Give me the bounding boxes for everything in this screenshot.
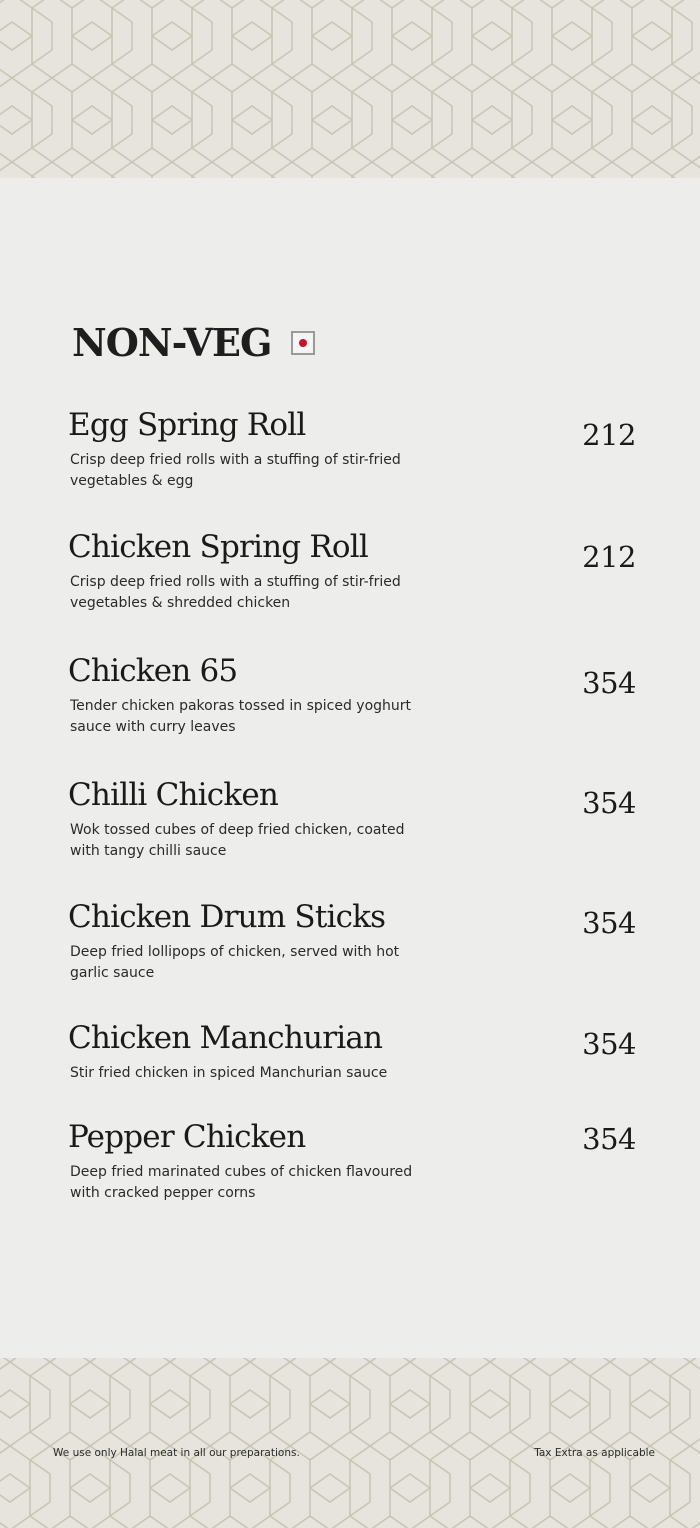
menu-item (68, 776, 648, 862)
halal-note: We use only Halal meat in all our preparations. (53, 1447, 300, 1459)
tax-note: Tax Extra as applicable (534, 1447, 655, 1459)
non-veg-dot-icon (291, 331, 315, 355)
menu-item-price: 354 (582, 1122, 636, 1156)
menu-item (68, 1118, 648, 1204)
lattice-pattern-bottom (0, 1358, 700, 1528)
menu-item-description: Deep fried lollipops of chicken, served with hot garlic sauce (70, 944, 400, 981)
menu-item-name: Chilli Chicken (68, 777, 279, 813)
menu-item-name: Egg Spring Roll (68, 407, 306, 443)
menu-item-price: 212 (582, 418, 636, 452)
lattice-pattern-top (0, 0, 700, 178)
menu-item-name: Chicken Spring Roll (68, 529, 369, 565)
menu-item-price: 354 (582, 906, 636, 940)
menu-item-name: Chicken 65 (68, 653, 238, 689)
menu-item-description: Deep fried marinated cubes of chicken flavoured with cracked pepper corns (70, 1164, 413, 1201)
menu-item-description: Tender chicken pakoras tossed in spiced yoghurt sauce with curry leaves (70, 698, 412, 735)
menu-item (68, 898, 648, 984)
menu-item (68, 652, 648, 738)
section-title-text: NON-VEG (72, 320, 272, 365)
menu-item-name: Chicken Drum Sticks (68, 899, 386, 935)
menu-item-price: 354 (582, 666, 636, 700)
menu-item (68, 406, 648, 492)
menu-item-description: Crisp deep fried rolls with a stuffing of stir-fried vegetables & shredded chicken (70, 574, 401, 611)
menu-item-description: Stir fried chicken in spiced Manchurian sauce (70, 1065, 388, 1081)
menu-item-price: 354 (582, 786, 636, 820)
menu-item-description: Crisp deep fried rolls with a stuffing of stir-fried vegetables & egg (70, 452, 401, 489)
menu-item-name: Pepper Chicken (68, 1119, 306, 1155)
top-decorative-pattern (0, 0, 700, 178)
menu-item (68, 1019, 648, 1084)
bottom-decorative-pattern (0, 1358, 700, 1528)
menu-item-name: Chicken Manchurian (68, 1020, 383, 1056)
section-title (72, 320, 315, 365)
menu-item (68, 528, 648, 614)
menu-item-price: 354 (582, 1027, 636, 1061)
menu-item-description: Wok tossed cubes of deep fried chicken, coated with tangy chilli sauce (70, 822, 405, 859)
menu-item-price: 212 (582, 540, 636, 574)
